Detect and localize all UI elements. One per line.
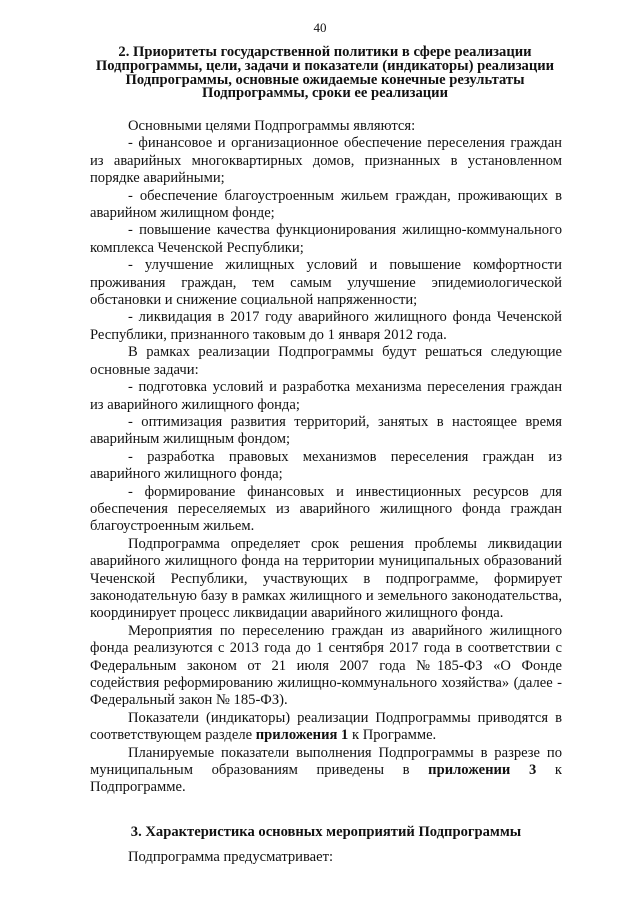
paragraph-events: Мероприятия по переселению граждан из аварийного жилищного фонда реализуются с 2013 года до 1 сентября 2017 года в соответствии с Федеральным законом от 21 июля 2007 года №185-ФЗ «О Фонде содействия реформированию жилищно-коммунального хозяйства» (далее - Федеральный закон № 185-ФЗ). (90, 622, 562, 709)
heading-line: Подпрограммы, основные ожидаемые конечные результаты (125, 71, 525, 88)
goal-item: - повышение качества функционирования жилищно-коммунального комплекса Чеченской Республики; (90, 222, 562, 256)
goals-intro: Основными целями Подпрограммы являются: (128, 118, 416, 134)
goal-item: - обеспечение благоустроенным жильем граждан, проживающих в аварийном жилищном фонде; (90, 187, 562, 222)
goal-item: - ликвидация в 2017 году аварийного жилищного фонда Чеченской Республики, признанного таковым до 1 января 2012 года. (90, 309, 562, 343)
paragraph-planned (90, 745, 562, 797)
text-run: к Подпрограмме. (90, 762, 562, 796)
task-item: - оптимизация развития территорий, занятых в настоящее время аварийным жилищным фондом; (90, 413, 562, 448)
paragraph-indicators (90, 710, 562, 745)
text-run: Показатели (индикаторы) реализации Подпрограммы приводятся в соответствующем разделе (90, 709, 562, 744)
section-3-heading: 3. Характеристика основных мероприятий Подпрограммы (130, 823, 522, 840)
tasks-intro: В рамках реализации Подпрограммы будут решаться следующие основные задачи: (90, 344, 562, 378)
appendix-reference: приложения 1 (255, 727, 349, 744)
goal-item: - улучшение жилищных условий и повышение комфортности проживания граждан, тем самым улучшение эпидемиологической обстановки и снижение социальной напряженности; (90, 257, 562, 309)
heading-line: 2. Приоритеты государственной политики в сфере реализации (118, 44, 532, 60)
heading-line: Подпрограммы, сроки ее реализации (201, 85, 448, 102)
appendix-reference: приложении 3 (428, 762, 537, 779)
task-item: - формирование финансовых и инвестиционных ресурсов для обеспечения переселяемых из аварийного жилищного фонда граждан благоустроенным жильем. (90, 483, 562, 535)
task-item: - разработка правовых механизмов переселения граждан из аварийного жилищного фонда; (90, 448, 562, 483)
text-run: Планируемые показатели выполнения Подпрограммы в разрезе по муниципальным образованиям приведены в (90, 744, 562, 779)
section-2-heading (88, 46, 562, 101)
goal-item: - финансовое и организационное обеспечение переселения граждан из аварийных многоквартирных домов, признанных в установленном порядке аварийными; (90, 135, 562, 187)
paragraph-term: Подпрограмма определяет срок решения проблемы ликвидации аварийного жилищного фонда на территории муниципальных образований Чеченской Республики, участвующих в подпрограмме, формирует законодательную базу в рамках жилищного и земельного законодательства, координирует процесс ликвидации аварийного жилищного фонда. (90, 535, 562, 622)
heading-line: Подпрограммы, цели, задачи и показатели (индикаторы) реализации (95, 57, 555, 74)
task-item: - подготовка условий и разработка механизма переселения граждан из аварийного жилищного фонда; (90, 379, 562, 413)
text-run: к Программе. (348, 727, 437, 744)
section-3-intro: Подпрограмма предусматривает: (128, 849, 334, 866)
section-2-body (90, 118, 562, 867)
page-number: 40 (313, 20, 327, 35)
